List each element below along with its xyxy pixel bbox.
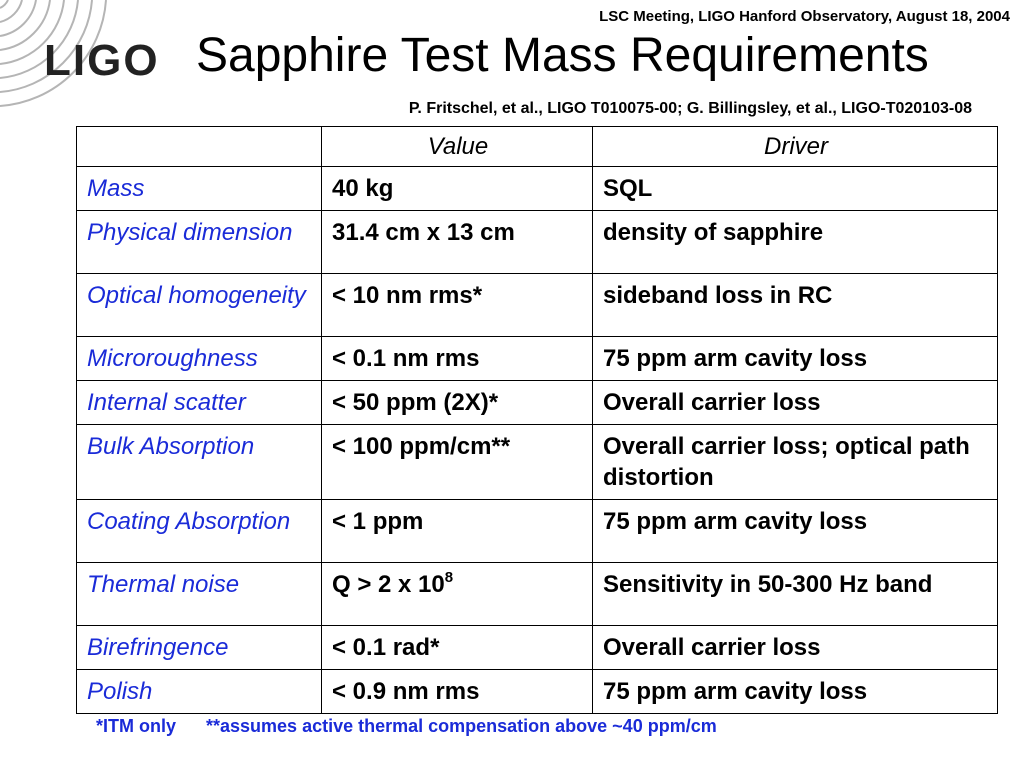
table-row: [77, 626, 998, 670]
table-row: [77, 563, 998, 626]
parameter-cell: Birefringence: [77, 626, 322, 670]
value-cell: 31.4 cm x 13 cm: [322, 211, 593, 274]
exponent: 8: [444, 569, 454, 586]
value-cell: [322, 563, 593, 626]
table-row: [77, 670, 998, 714]
column-header-driver: Driver: [593, 127, 998, 167]
value-cell: < 100 ppm/cm**: [322, 425, 593, 500]
value-text: Q > 2 x 10: [332, 571, 445, 598]
table-row: [77, 211, 998, 274]
table-row: [77, 274, 998, 337]
table-row: [77, 500, 998, 563]
table-row: [77, 337, 998, 381]
footnotes: [96, 716, 717, 737]
column-header-parameter: [77, 127, 322, 167]
value-cell: < 0.9 nm rms: [322, 670, 593, 714]
driver-cell: sideband loss in RC: [593, 274, 998, 337]
parameter-cell: Optical homogeneity: [77, 274, 322, 337]
parameter-cell: Coating Absorption: [77, 500, 322, 563]
driver-cell: Sensitivity in 50-300 Hz band: [593, 563, 998, 626]
column-header-value: Value: [322, 127, 593, 167]
driver-cell: Overall carrier loss; optical path distortion: [593, 425, 998, 500]
value-cell: < 1 ppm: [322, 500, 593, 563]
meeting-caption: LSC Meeting, LIGO Hanford Observatory, August 18, 2004: [599, 8, 1010, 25]
parameter-cell: Bulk Absorption: [77, 425, 322, 500]
parameter-cell: Polish: [77, 670, 322, 714]
table-header-row: [77, 127, 998, 167]
parameter-cell: Internal scatter: [77, 381, 322, 425]
table-row: [77, 425, 998, 500]
value-cell: < 0.1 nm rms: [322, 337, 593, 381]
value-cell: < 0.1 rad*: [322, 626, 593, 670]
requirements-table: [76, 126, 998, 714]
slide-title: Sapphire Test Mass Requirements: [196, 29, 929, 82]
parameter-cell: Thermal noise: [77, 563, 322, 626]
references: P. Fritschel, et al., LIGO T010075-00; G. Billingsley, et al., LIGO-T020103-08: [408, 100, 972, 117]
driver-cell: Overall carrier loss: [593, 626, 998, 670]
driver-cell: Overall carrier loss: [593, 381, 998, 425]
value-cell: < 10 nm rms*: [322, 274, 593, 337]
table-row: [77, 167, 998, 211]
ligo-logo: LIGO: [44, 36, 160, 85]
parameter-cell: Microroughness: [77, 337, 322, 381]
driver-cell: 75 ppm arm cavity loss: [593, 337, 998, 381]
parameter-cell: Physical dimension: [77, 211, 322, 274]
value-cell: < 50 ppm (2X)*: [322, 381, 593, 425]
driver-cell: 75 ppm arm cavity loss: [593, 670, 998, 714]
table-row: [77, 381, 998, 425]
driver-cell: SQL: [593, 167, 998, 211]
driver-cell: density of sapphire: [593, 211, 998, 274]
footnote-thermal: **assumes active thermal compensation above ~40 ppm/cm: [206, 716, 717, 736]
footnote-itm: *ITM only: [96, 716, 176, 736]
parameter-cell: Mass: [77, 167, 322, 211]
driver-cell: 75 ppm arm cavity loss: [593, 500, 998, 563]
value-cell: 40 kg: [322, 167, 593, 211]
